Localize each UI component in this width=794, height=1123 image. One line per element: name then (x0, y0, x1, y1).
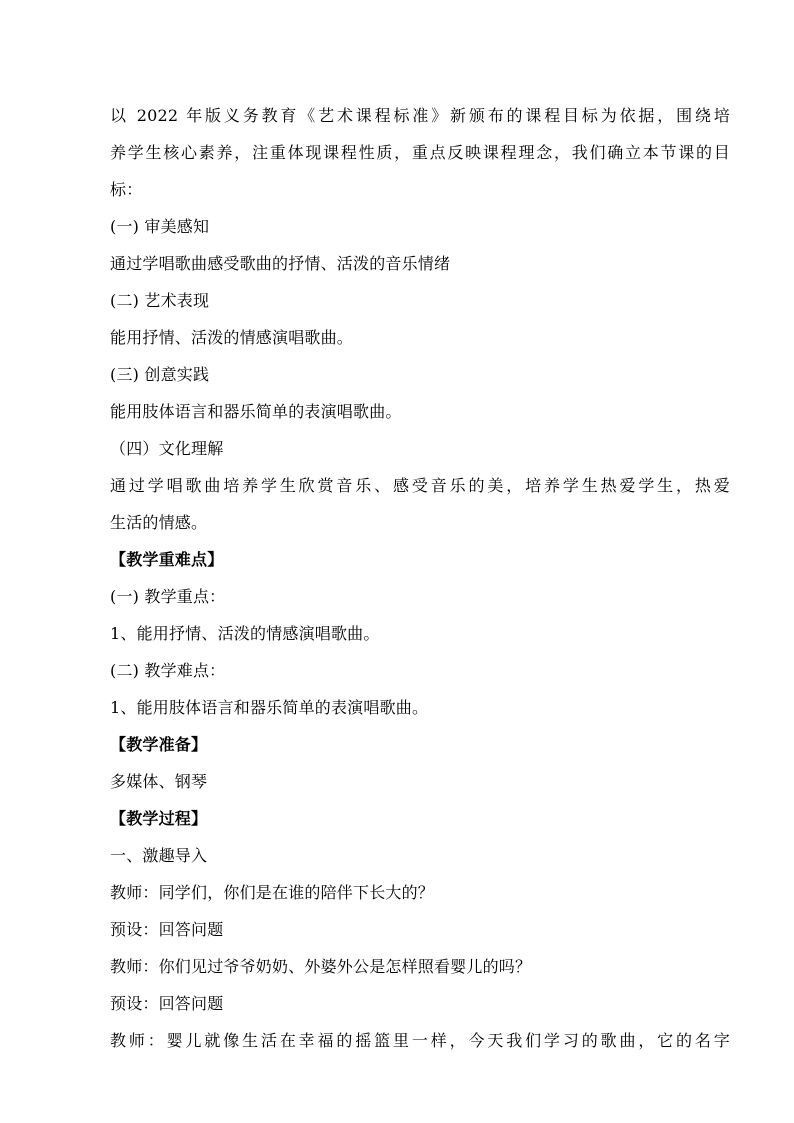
step-1-title: 一、激趣导入 (110, 846, 208, 865)
dialog-line-2: 预设：回答问题 (110, 920, 224, 939)
goal-4-text-line-1: 通过学唱歌曲培养学生欣赏音乐、感受音乐的美，培养学生热爱学生，热爱 (110, 476, 730, 495)
difficulty-title: (二) 教学难点： (110, 661, 226, 680)
dialog-line-5: 教师：婴儿就像生活在幸福的摇篮里一样，今天我们学习的歌曲，它的名字 (110, 1031, 730, 1050)
goal-4-title: （四）文化理解 (110, 439, 224, 458)
goal-2-text: 能用抒情、活泼的情感演唱歌曲。 (110, 328, 354, 347)
intro-paragraph-line-2: 养学生核心素养，注重体现课程性质，重点反映课程理念，我们确立本节课的目 (110, 143, 730, 162)
key-point-item-1: 1、能用抒情、活泼的情感演唱歌曲。 (110, 624, 380, 643)
difficulty-item-1: 1、能用肢体语言和器乐简单的表演唱歌曲。 (110, 698, 429, 717)
intro-paragraph-line-1: 以 2022 年版义务教育《艺术课程标准》新颁布的课程目标为依据，围绕培 (110, 106, 730, 125)
dialog-line-4: 预设：回答问题 (110, 994, 224, 1013)
preparation-text: 多媒体、钢琴 (110, 772, 208, 791)
key-point-title: (一) 教学重点： (110, 587, 226, 606)
section-heading-process: 【教学过程】 (110, 809, 208, 828)
section-heading-key-points: 【教学重难点】 (110, 550, 224, 569)
dialog-line-1: 教师：同学们，你们是在谁的陪伴下长大的？ (110, 883, 435, 902)
intro-paragraph-line-3: 标： (110, 180, 143, 199)
dialog-line-3: 教师：你们见过爷爷奶奶、外婆外公是怎样照看婴儿的吗？ (110, 957, 532, 976)
goal-3-text: 能用肢体语言和器乐简单的表演唱歌曲。 (110, 402, 402, 421)
section-heading-preparation: 【教学准备】 (110, 735, 208, 754)
goal-2-title: (二) 艺术表现 (110, 291, 210, 310)
goal-4-text-line-2: 生活的情感。 (110, 513, 208, 532)
goal-1-text: 通过学唱歌曲感受歌曲的抒情、活泼的音乐情绪 (110, 254, 451, 273)
goal-3-title: (三) 创意实践 (110, 365, 210, 384)
goal-1-title: (一) 审美感知 (110, 217, 210, 236)
